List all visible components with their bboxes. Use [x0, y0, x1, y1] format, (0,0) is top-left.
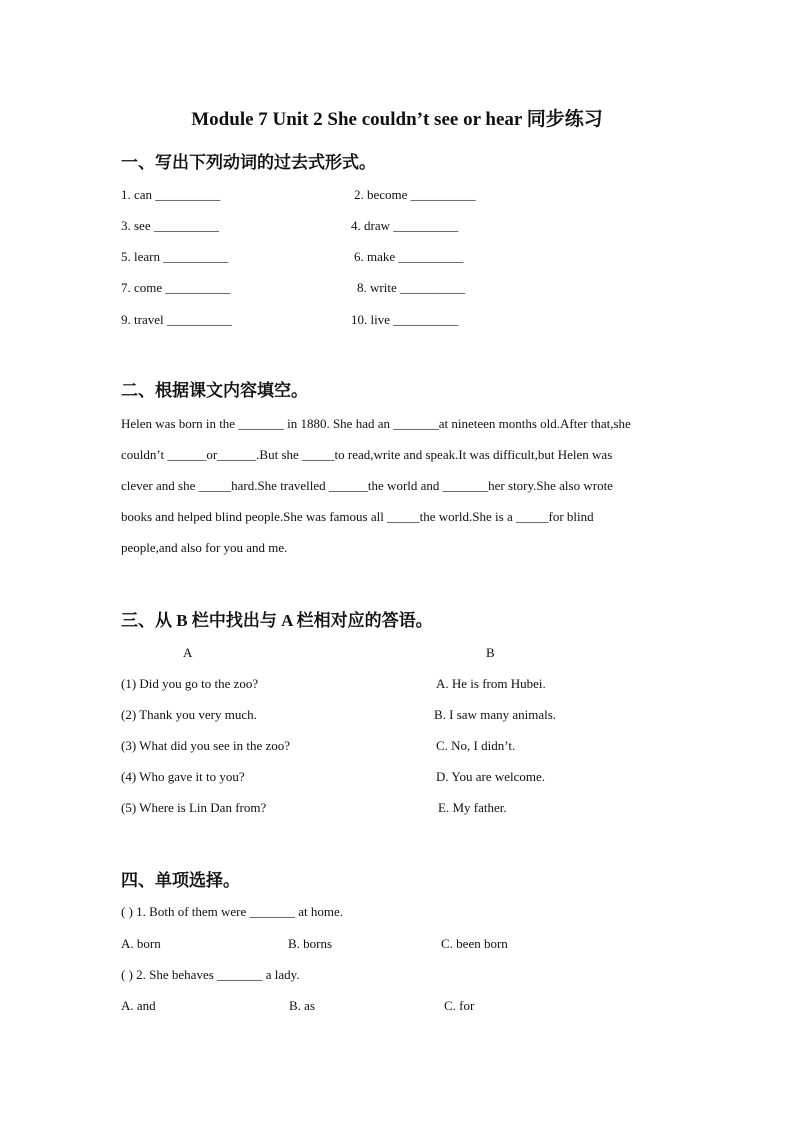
answer-item: B. I saw many animals.	[434, 707, 557, 722]
verb-item: 1. can __________	[121, 187, 221, 202]
verb-item: 6. make __________	[354, 249, 464, 264]
section-1-heading: 一、写出下列动词的过去式形式。	[121, 153, 376, 172]
mc-option: A. and	[121, 998, 156, 1013]
mc-question: ( ) 2. She behaves _______ a lady.	[121, 967, 300, 982]
verb-item: 7. come __________	[121, 280, 231, 295]
passage-line: people,and also for you and me.	[121, 540, 288, 555]
section-4-heading: 四、单项选择。	[121, 871, 240, 890]
verb-item: 4. draw __________	[351, 218, 459, 233]
verb-item: 2. become __________	[354, 187, 476, 202]
mc-option: B. as	[289, 998, 315, 1013]
verb-item: 8. write __________	[357, 280, 465, 295]
section-3-heading: 三、从 B 栏中找出与 A 栏相对应的答语。	[121, 611, 433, 630]
verb-item: 10. live __________	[351, 312, 459, 327]
column-a-header: A	[183, 645, 193, 660]
question-item: (3) What did you see in the zoo?	[121, 738, 291, 753]
answer-item: A. He is from Hubei.	[436, 676, 546, 691]
question-item: (2) Thank you very much.	[121, 707, 257, 722]
answer-item: C. No, I didn’t.	[436, 738, 516, 753]
mc-option: B. borns	[288, 936, 333, 951]
section-2-heading: 二、根据课文内容填空。	[121, 381, 308, 400]
passage-line: clever and she _____hard.She travelled ______the world and _______her story.She also wrote	[121, 478, 613, 493]
verb-item: 3. see __________	[121, 218, 219, 233]
mc-option: C. been born	[441, 936, 508, 951]
answer-item: D. You are welcome.	[436, 769, 546, 784]
question-item: (5) Where is Lin Dan from?	[121, 800, 267, 815]
passage-line: Helen was born in the _______ in 1880. She had an _______at nineteen months old.After that,she	[121, 416, 631, 431]
verb-item: 9. travel __________	[121, 312, 232, 327]
mc-option: A. born	[121, 936, 161, 951]
answer-item: E. My father.	[438, 800, 507, 815]
mc-question: ( ) 1. Both of them were _______ at home.	[121, 904, 344, 919]
verb-item: 5. learn __________	[121, 249, 229, 264]
passage-line: couldn’t ______or______.But she _____to read,write and speak.It was difficult,but Helen was	[121, 447, 613, 462]
column-b-header: B	[486, 645, 495, 660]
passage-line: books and helped blind people.She was famous all _____the world.She is a _____for blind	[121, 509, 594, 524]
mc-option: C. for	[444, 998, 475, 1013]
question-item: (1) Did you go to the zoo?	[121, 676, 259, 691]
page-title: Module 7 Unit 2 She couldn’t see or hear 同步练习	[191, 109, 603, 130]
question-item: (4) Who gave it to you?	[121, 769, 245, 784]
